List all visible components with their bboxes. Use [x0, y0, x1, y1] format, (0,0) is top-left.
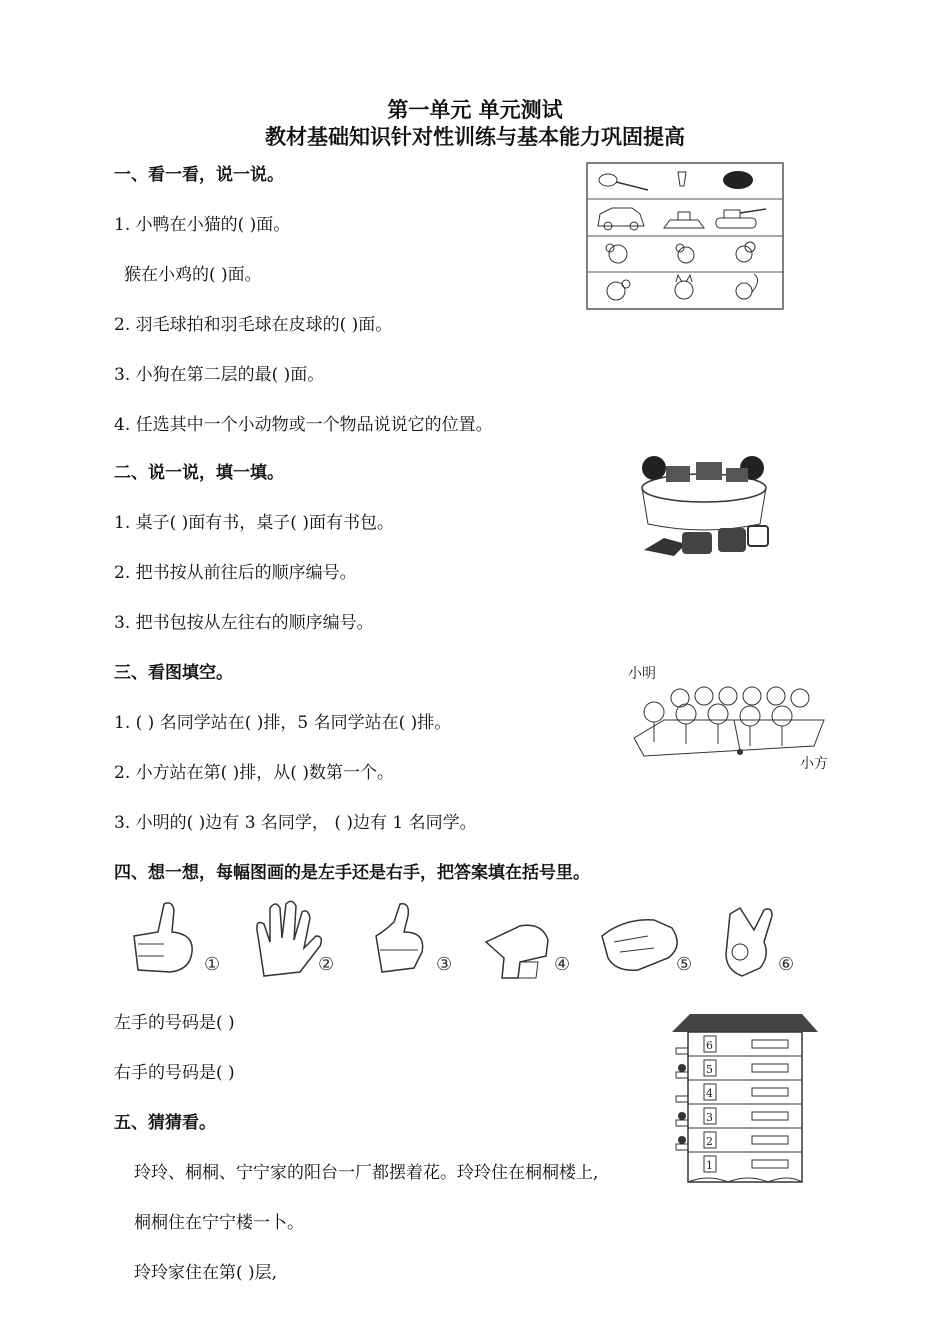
- hand-6-number: ⑥: [778, 954, 795, 975]
- s1-question-2: 2. 羽毛球拍和羽毛球在皮球的( )面。: [114, 315, 393, 335]
- page-title: 第一单元 单元测试: [387, 97, 563, 122]
- hand-5-icon: [602, 920, 677, 970]
- section-3-heading: 三、看图填空。: [114, 663, 233, 683]
- label-xiaofang: 小方: [800, 756, 828, 770]
- hand-4-icon: [486, 925, 548, 978]
- s2-question-3: 3. 把书包按从左往右的顺序编号。: [114, 613, 374, 633]
- section-5-heading: 五、猜猜看。: [114, 1113, 216, 1133]
- hand-5-number: ⑤: [676, 954, 693, 975]
- hand-1-number: ①: [204, 954, 221, 975]
- section-2-heading: 二、说一说，填一填。: [114, 463, 284, 483]
- s1-question-4: 4. 任选其中一个小动物或一个物品说说它的位置。: [114, 415, 493, 435]
- right-hand-answer: 右手的号码是( ): [114, 1063, 235, 1083]
- students-rows-figure: [624, 660, 844, 770]
- hand-6-icon: [726, 908, 772, 976]
- s5-paragraph-1: 玲玲、桐桐、宁宁家的阳台一厂都摆着花。玲玲住在桐桐楼上,: [134, 1163, 599, 1183]
- s1-question-1: 1. 小鸭在小猫的( )面。: [114, 215, 291, 235]
- table-books-bags-figure: [634, 452, 774, 558]
- s5-paragraph-2: 桐桐住在宁宁楼一卜。: [134, 1213, 304, 1233]
- s2-question-2: 2. 把书按从前往后的顺序编号。: [114, 563, 357, 583]
- floor-2-label: 2: [706, 1135, 713, 1148]
- hand-3-icon: [376, 904, 423, 972]
- s5-paragraph-3: 玲玲家住在第( )层,: [134, 1263, 278, 1283]
- s2-question-1: 1. 桌子( )面有书，桌子( )面有书包。: [114, 513, 394, 533]
- objects-grid-figure: [586, 162, 784, 310]
- floor-6-label: 6: [706, 1039, 713, 1052]
- floor-5-label: 5: [706, 1063, 713, 1076]
- left-hand-answer: 左手的号码是( ): [114, 1013, 235, 1033]
- s3-question-3: 3. 小明的( )边有 3 名同学， ( )边有 1 名同学。: [114, 813, 477, 833]
- label-xiaoming: 小明: [628, 666, 656, 682]
- s1-question-3: 3. 小狗在第二层的最( )面。: [114, 365, 325, 385]
- hand-2-icon: [257, 901, 321, 976]
- hand-3-number: ③: [436, 954, 453, 975]
- s3-question-1: 1. ( ) 名同学站在( )排，5 名同学站在( )排。: [114, 713, 452, 733]
- section-1-heading: 一、看一看，说一说。: [114, 165, 284, 185]
- hand-2-number: ②: [318, 954, 335, 975]
- floor-1-label: 1: [706, 1159, 713, 1172]
- s1-question-1b: 猴在小鸡的( )面。: [124, 265, 262, 285]
- hands-figure: [124, 896, 814, 986]
- building-figure: [668, 1012, 820, 1190]
- section-4-heading: 四、想一想，每幅图画的是左手还是右手，把答案填在括号里。: [114, 863, 590, 883]
- page-subtitle: 教材基础知识针对性训练与基本能力巩固提高: [265, 124, 685, 149]
- hand-1-icon: [134, 903, 192, 972]
- hand-4-number: ④: [554, 954, 571, 975]
- floor-4-label: 4: [706, 1087, 713, 1100]
- floor-3-label: 3: [706, 1111, 713, 1124]
- s3-question-2: 2. 小方站在第( )排，从( )数第一个。: [114, 763, 394, 783]
